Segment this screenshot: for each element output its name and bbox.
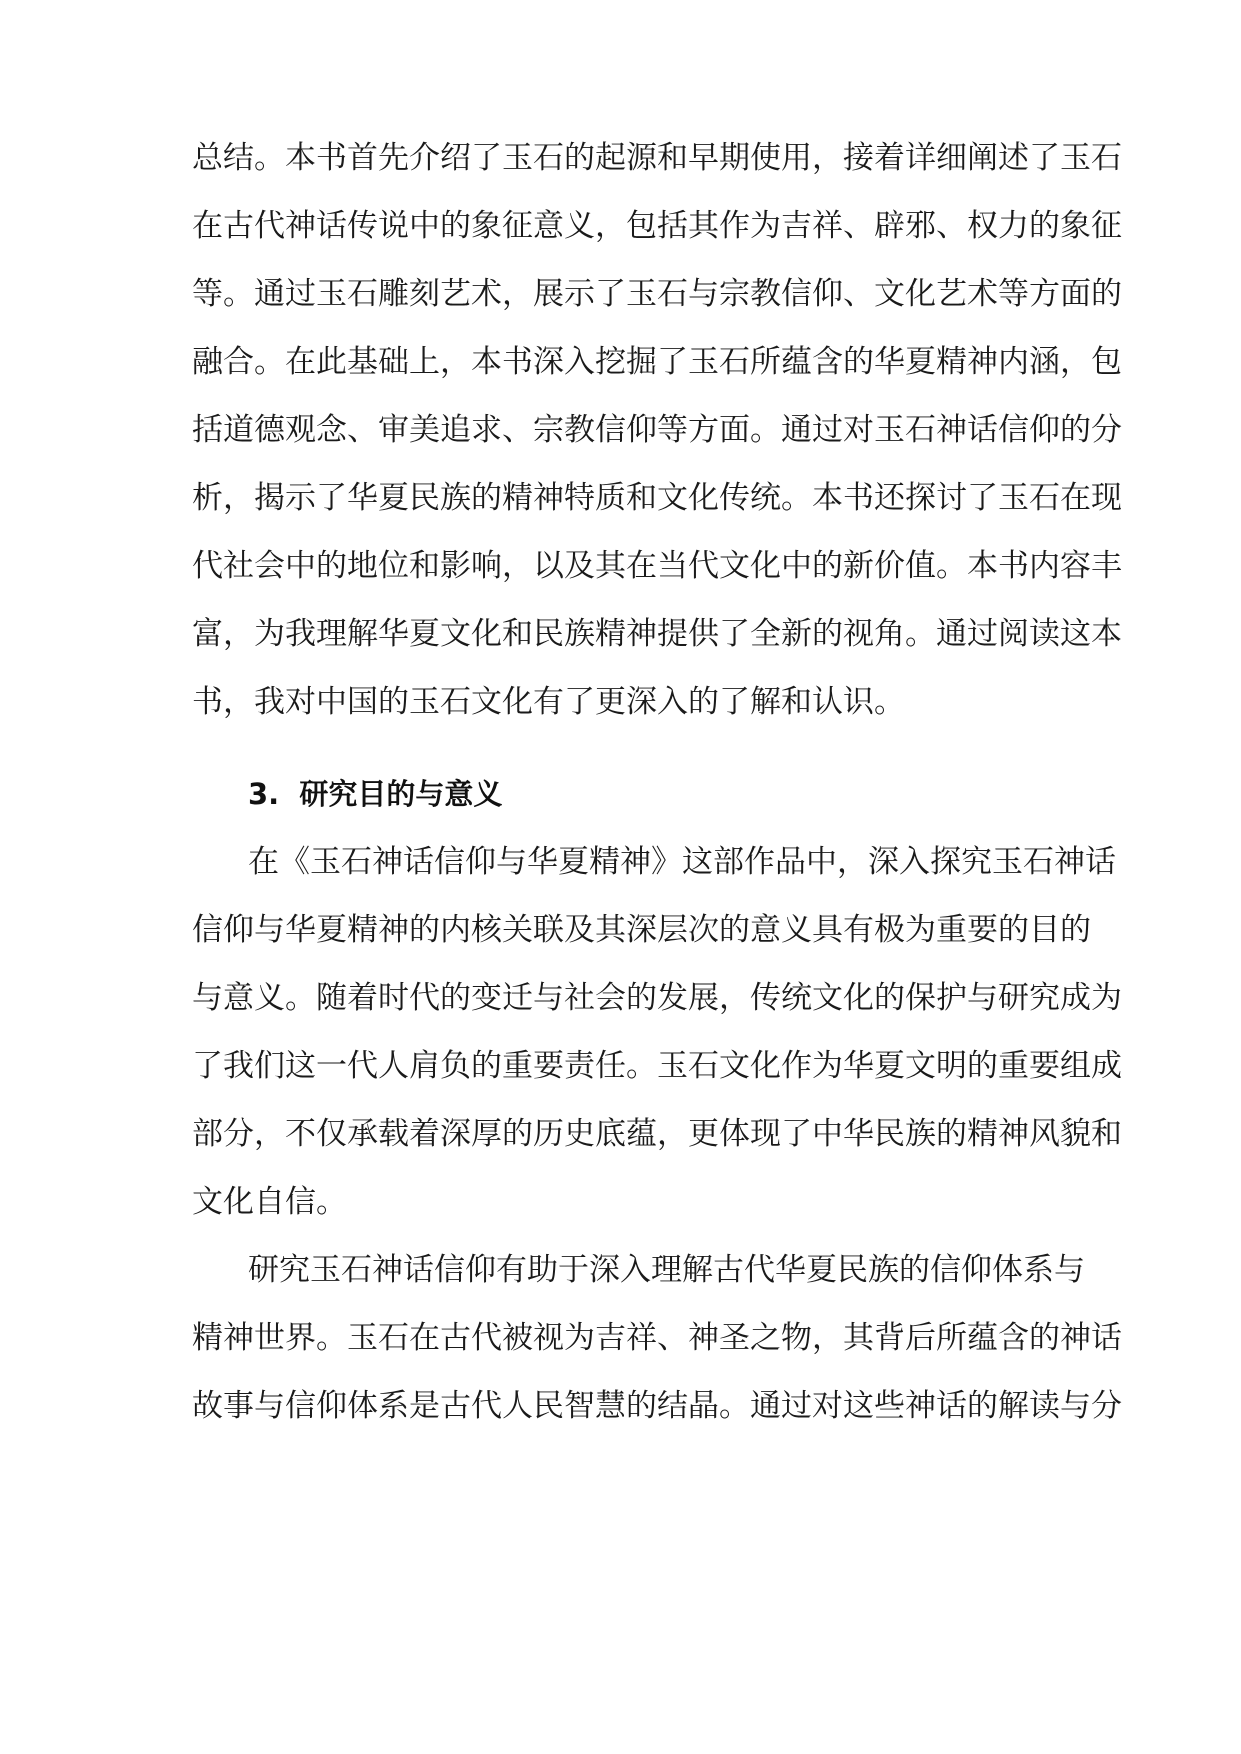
paragraph-1-line-3: 等。通过玉石雕刻艺术，展示了玉石与宗教信仰、文化艺术等方面的 xyxy=(192,276,1122,312)
section-heading xyxy=(248,774,502,814)
paragraph-2-line-2: 信仰与华夏精神的内核关联及其深层次的意义具有极为重要的目的 xyxy=(192,912,1091,948)
paragraph-2-line-5: 部分，不仅承载着深厚的历史底蕴，更体现了中华民族的精神风貌和 xyxy=(192,1116,1122,1152)
paragraph-1-line-9: 书，我对中国的玉石文化有了更深入的了解和认识。 xyxy=(192,684,905,720)
paragraph-2-line-1: 在《玉石神话信仰与华夏精神》这部作品中，深入探究玉石神话 xyxy=(248,844,1116,880)
paragraph-3-line-1: 研究玉石神话信仰有助于深入理解古代华夏民族的信仰体系与 xyxy=(248,1252,1085,1288)
paragraph-2-line-4: 了我们这一代人肩负的重要责任。玉石文化作为华夏文明的重要组成 xyxy=(192,1048,1122,1084)
paragraph-1-line-8: 富，为我理解华夏文化和民族精神提供了全新的视角。通过阅读这本 xyxy=(192,616,1122,652)
paragraph-2-line-6: 文化自信。 xyxy=(192,1184,347,1220)
paragraph-1-line-5: 括道德观念、审美追求、宗教信仰等方面。通过对玉石神话信仰的分 xyxy=(192,412,1122,448)
paragraph-1-line-7: 代社会中的地位和影响，以及其在当代文化中的新价值。本书内容丰 xyxy=(192,548,1122,584)
section-number: 3. xyxy=(248,777,280,811)
paragraph-3-line-3: 故事与信仰体系是古代人民智慧的结晶。通过对这些神话的解读与分 xyxy=(192,1388,1122,1424)
paragraph-1-line-2: 在古代神话传说中的象征意义，包括其作为吉祥、辟邪、权力的象征 xyxy=(192,208,1122,244)
paragraph-1-line-6: 析，揭示了华夏民族的精神特质和文化传统。本书还探讨了玉石在现 xyxy=(192,480,1122,516)
paragraph-3-line-2: 精神世界。玉石在古代被视为吉祥、神圣之物，其背后所蕴含的神话 xyxy=(192,1320,1122,1356)
paragraph-1-line-1: 总结。本书首先介绍了玉石的起源和早期使用，接着详细阐述了玉石 xyxy=(192,140,1122,176)
paragraph-2-line-3: 与意义。随着时代的变迁与社会的发展，传统文化的保护与研究成为 xyxy=(192,980,1122,1016)
section-title: 研究目的与意义 xyxy=(299,777,503,811)
paragraph-1-line-4: 融合。在此基础上，本书深入挖掘了玉石所蕴含的华夏精神内涵，包 xyxy=(192,344,1122,380)
